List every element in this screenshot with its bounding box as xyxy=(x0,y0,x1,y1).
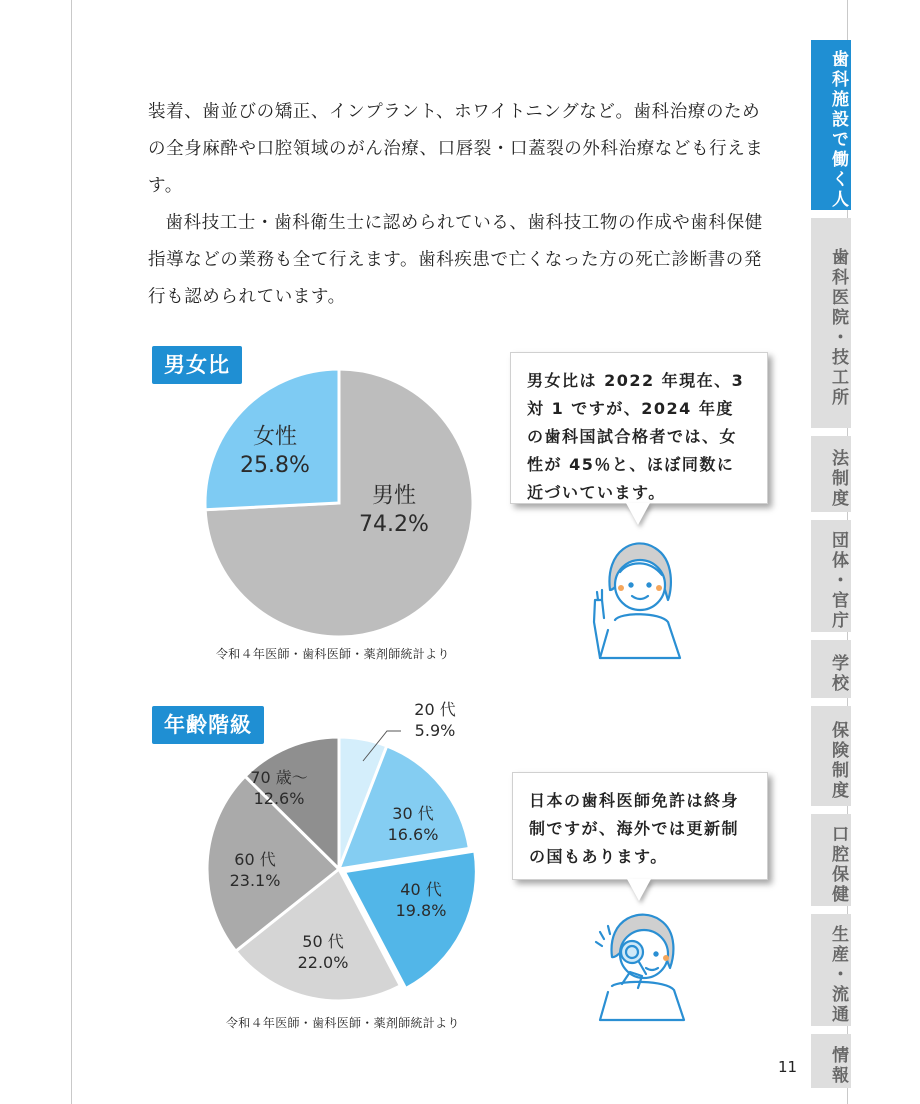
pie-value-label: 12.6% xyxy=(253,788,305,808)
pie-category-label: 男性 xyxy=(371,483,417,509)
pie-value-label: 16.6% xyxy=(387,824,439,844)
tab-organizations[interactable]: 団体・官庁 xyxy=(811,520,851,632)
pie-value-label: 74.2% xyxy=(359,512,429,538)
tab-schools[interactable]: 学校 xyxy=(811,640,851,698)
tab-information[interactable]: 情報 xyxy=(811,1034,851,1088)
pie-value-label: 25.8% xyxy=(240,453,310,479)
woman-magnifier-illustration xyxy=(582,902,702,1022)
pie-value-label: 5.9% xyxy=(414,720,456,740)
age-speech-bubble: 日本の歯科医師免許は終身制ですが、海外では更新制の国もあります。 xyxy=(512,772,768,880)
woman-pointing-illustration xyxy=(580,530,700,660)
pie-category-label: 50 代 xyxy=(302,932,344,951)
age-pie-chart xyxy=(189,700,489,1019)
gender-pie-chart xyxy=(189,353,489,653)
body-text xyxy=(148,94,774,316)
tab-oral-health[interactable]: 口腔保健 xyxy=(811,814,851,906)
paragraph-1: 装着、歯並びの矯正、インプラント、ホワイトニングなど。歯科治療のための全身麻酔や口腔領域のがん治療、口唇裂・口蓋裂の外科治療なども行えます。 xyxy=(148,102,764,196)
tab-clinics-labs[interactable]: 歯科医院・技工所 xyxy=(811,218,851,428)
pie-category-label: 40 代 xyxy=(400,880,442,899)
gender-section-heading: 男女比 xyxy=(152,346,242,384)
pie-value-label: 22.0% xyxy=(297,952,349,972)
pie-category-label: 女性 xyxy=(252,424,298,450)
tab-insurance[interactable]: 保険制度 xyxy=(811,706,851,806)
tab-production[interactable]: 生産・流通 xyxy=(811,914,851,1026)
pie-category-label: 70 歳～ xyxy=(250,768,308,787)
tab-law[interactable]: 法制度 xyxy=(811,436,851,512)
pie-category-label: 30 代 xyxy=(392,804,434,823)
pie-value-label: 23.1% xyxy=(229,870,281,890)
pie-category-label: 20 代 xyxy=(414,700,456,719)
age-chart-source: 令和４年医師・歯科医師・薬剤師統計より xyxy=(226,1016,460,1030)
pie-value-label: 19.8% xyxy=(395,900,447,920)
page-number: 11 xyxy=(778,1058,798,1076)
tab-dental-workers[interactable]: 歯科施設で働く人 xyxy=(811,40,851,210)
gender-bubble-tail xyxy=(626,503,650,525)
age-section-heading: 年齢階級 xyxy=(152,706,264,744)
paragraph-2: 歯科技工士・歯科衛生士に認められている、歯科技工物の作成や歯科保健指導などの業務も全て行えます。歯科疾患で亡くなった方の死亡診断書の発行も認められています。 xyxy=(148,213,763,307)
age-bubble-tail xyxy=(627,879,651,901)
pie-category-label: 60 代 xyxy=(234,850,276,869)
gender-speech-bubble: 男女比は 2022 年現在、3 対 1 ですが、2024 年度の歯科国試合格者では、女性が 45％と、ほぼ同数に近づいています。 xyxy=(510,352,768,504)
gender-chart-source: 令和４年医師・歯科医師・薬剤師統計より xyxy=(216,647,450,661)
